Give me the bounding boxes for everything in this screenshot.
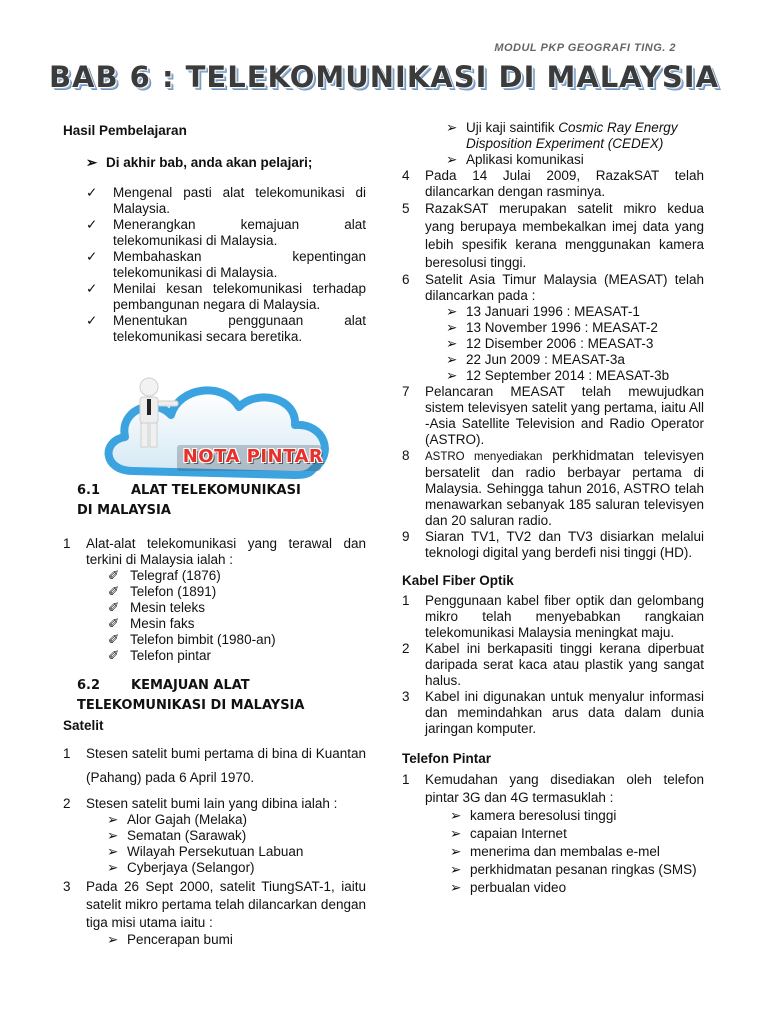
fiber-heading: Kabel Fiber Optik [402,573,514,588]
list-item: ➢ perkhidmatan pesanan ringkas (SMS) [450,862,697,877]
arrow-bullet-icon: ➢ [446,320,458,335]
section-title-line1: ALAT TELEKOMUNIKASI [131,483,301,498]
learning-item: Menentukan penggunaan alat telekomunikasi secara beretika. [113,313,366,344]
paragraph: 7 Pelancaran MEASAT telah mewujudkan sistem televisyen satelit yang pertama, iaitu All -Asia Satellite Television and Radio Operator (ASTRO). [402,384,704,447]
right-column [402,120,704,897]
page-title: BAB 6 : TELEKOMUNIKASI DI MALAYSIA [48,60,720,94]
learning-lead-text: Di akhir bab, anda akan pelajari; [106,155,313,170]
section-number: 6.2 [77,678,101,693]
paragraph: 3 Pada 26 Sept 2000, satelit TiungSAT-1, iaitu satelit mikro pertama telah dilancarkan dengan tiga misi utama iaitu : [63,879,366,930]
satelit-heading: Satelit [63,718,104,733]
paragraph: 1 Kemudahan yang disediakan oleh telefon pintar 3G dan 4G termasuklah : [402,772,704,805]
arrow-bullet-icon: ➢ [107,828,119,843]
learning-item: Membahaskan kepentingan telekomunikasi di Malaysia. [113,249,366,280]
list-item: ➢ 22 Jun 2009 : MEASAT-3a [446,352,625,367]
check-icon: ✓ [86,281,98,296]
list-item: ➢ Wilayah Persekutuan Labuan [107,844,304,859]
list-item [63,249,366,281]
paragraph: 2 Stesen satelit bumi lain yang dibina ialah : [63,796,338,811]
list-item: ➢ kamera beresolusi tinggi [450,808,617,823]
arrow-bullet-icon: ➢ [446,368,458,383]
learning-list [63,185,366,345]
arrow-bullet-icon: ➢ [446,304,458,319]
arrow-bullet-icon: ➢ [107,844,119,859]
list-item: ➢ Aplikasi komunikasi [446,152,584,167]
list-item: ✐ Mesin teleks [108,600,206,615]
section-number: 6.1 [77,483,101,498]
arrow-bullet-icon: ➢ [446,152,458,167]
list-item: ➢ 13 Januari 1996 : MEASAT-1 [446,304,640,319]
section-title [63,676,366,696]
paragraph: 9 Siaran TV1, TV2 dan TV3 disiarkan melalui teknologi digital yang berdefi nisi tinggi (HD). [402,529,704,560]
pen-bullet-icon: ✐ [108,632,120,647]
cedex-name: Cosmic Ray Energy Disposition Experiment (CEDEX) [466,120,678,151]
paragraph: 1 Alat-alat telekomunikasi yang terawal dan terkini di Malaysia ialah : [63,536,366,567]
nota-pintar-label: NOTA PINTAR [182,446,324,467]
arrow-bullet-icon: ➢ [450,808,462,823]
list-item: ➢ menerima dan membalas e-mel [450,844,660,859]
arrow-bullet-icon: ➢ [446,120,458,135]
list-item: ➢ capaian Internet [450,826,567,841]
pen-bullet-icon: ✐ [108,648,120,663]
check-icon: ✓ [86,217,98,232]
list-item: ✐ Telegraf (1876) [108,568,221,583]
arrow-bullet-icon: ➢ [450,880,462,895]
left-column [63,118,366,948]
arrow-bullet-icon: ➢ [107,812,119,827]
arrow-bullet-icon: ➢ [446,352,458,367]
list-item: ➢ Pencerapan bumi [107,932,233,947]
section-title-line2: TELEKOMUNIKASI DI MALAYSIA [77,698,305,713]
section-6-2 [63,676,366,948]
paragraph: 4 Pada 14 Julai 2009, RazakSAT telah dilancarkan dengan rasminya. [402,168,704,199]
list-item: ✐ Telefon bimbit (1980-an) [108,632,276,647]
list-item: ✐ Telefon (1891) [108,584,217,599]
paragraph: 1 Penggunaan kabel fiber optik dan gelombang mikro telah menyebabkan rangkaian telekomunikasi Malaysia meningkat maju. [402,593,704,640]
list-item [63,217,366,249]
pen-bullet-icon: ✐ [108,600,120,615]
check-icon: ✓ [86,313,98,328]
paragraph: 1 Stesen satelit bumi pertama di bina di Kuantan (Pahang) pada 6 April 1970. [63,746,366,785]
phone-heading: Telefon Pintar [402,751,492,766]
nota-pintar-banner [63,371,366,483]
arrow-bullet-icon: ➢ [450,826,462,841]
check-icon: ✓ [86,249,98,264]
paragraph: 3 Kabel ini digunakan untuk menyalur informasi dan memindahkan arus data dalam dunia jaringan komputer. [402,689,704,736]
list-item: ✐ Mesin faks [108,616,195,631]
section-6-1 [63,481,366,664]
list-item: ➢ Sematan (Sarawak) [107,828,247,843]
learning-item: Menerangkan kemajuan alat telekomunikasi di Malaysia. [113,217,366,248]
arrow-bullet-icon: ➢ [107,860,119,875]
paragraph: 5 RazakSAT merupakan satelit mikro kedua yang berupaya membekalkan imej data yang lebih spesifik kerana menggunakan kamera beresolusi tinggi. [402,201,704,270]
list-item [63,281,366,313]
paragraph: 2 Kabel ini berkapasiti tinggi kerana diperbuat daripada serat kaca atau plastik yang sangat halus. [402,641,704,688]
section-title-line2: DI MALAYSIA [77,503,171,518]
section-title [63,481,366,501]
list-item [63,185,366,217]
paragraph: 6 Satelit Asia Timur Malaysia (MEASAT) telah dilancarkan pada : [402,272,704,303]
pen-bullet-icon: ✐ [108,584,120,599]
list-item: ✐ Telefon pintar [108,648,212,663]
learning-item: Menilai kesan telekomunikasi terhadap pembangunan negara di Malaysia. [113,281,366,312]
list-item [63,313,366,345]
list-item: ➢ 12 Disember 2006 : MEASAT-3 [446,336,654,351]
list-item: ➢ Cyberjaya (Selangor) [107,860,255,875]
list-item: ➢ Uji kaji saintifik Cosmic Ray Energy Disposition Experiment (CEDEX) [446,120,678,151]
learning-heading: Hasil Pembelajaran [63,123,187,138]
module-header: MODUL PKP GEOGRAFI TING. 2 [494,42,676,54]
check-icon: ✓ [86,185,98,200]
arrow-bullet-icon: ➢ [107,932,119,947]
paragraph: 8 ASTRO menyediakan perkhidmatan televisyen bersatelit dan radio berbayar pertama di Malaysia. Sehingga tahun 2016, ASTRO telah menawarkan sebanyak 185 saluran televisyen dan 20 saluran radio. [402,448,704,528]
section-title-line1: KEMAJUAN ALAT [131,678,250,693]
arrow-bullet-icon: ➢ [86,155,98,170]
list-item: ➢ perbualan video [450,880,567,895]
pen-bullet-icon: ✐ [108,616,120,631]
learning-lead [86,155,366,171]
arrow-bullet-icon: ➢ [446,336,458,351]
arrow-bullet-icon: ➢ [450,862,462,877]
list-item: ➢ 12 September 2014 : MEASAT-3b [446,368,670,383]
arrow-bullet-icon: ➢ [450,844,462,859]
list-item: ➢ Alor Gajah (Melaka) [107,812,248,827]
pen-bullet-icon: ✐ [108,568,120,583]
list-item: ➢ 13 November 1996 : MEASAT-2 [446,320,658,335]
learning-item: Mengenal pasti alat telekomunikasi di Malaysia. [113,185,366,216]
